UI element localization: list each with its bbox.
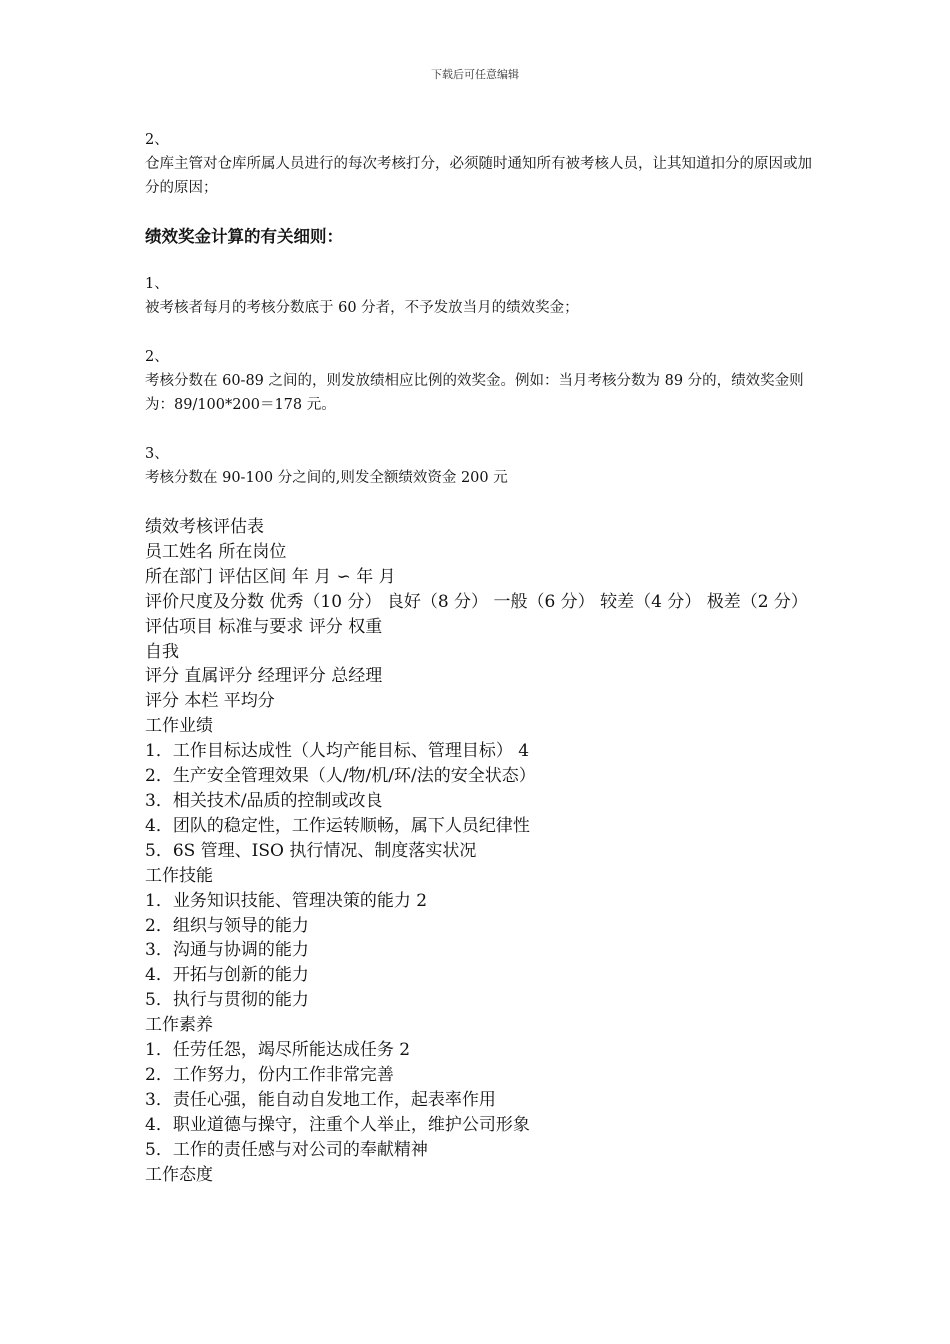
form-line: 2．工作努力，份内工作非常完善 xyxy=(145,1064,394,1085)
page-header: 下载后可任意编辑 xyxy=(431,68,519,81)
evaluation-form xyxy=(145,515,815,1187)
form-line: 2．组织与领导的能力 xyxy=(145,915,309,936)
form-line: 4．团队的稳定性，工作运转顺畅，属下人员纪律性 xyxy=(145,815,530,836)
form-line: 1．业务知识技能、管理决策的能力 2 xyxy=(145,890,428,911)
form-line: 3．责任心强，能自动自发地工作，起表率作用 xyxy=(145,1089,496,1110)
form-line: 4．职业道德与操守，注重个人举止，维护公司形象 xyxy=(145,1114,530,1135)
form-line: 员工姓名 所在岗位 xyxy=(145,541,287,562)
rule-1 xyxy=(145,272,815,320)
form-line: 绩效考核评估表 xyxy=(145,517,264,537)
form-line: 评估项目 标准与要求 评分 权重 xyxy=(145,616,383,637)
form-line: 5．执行与贯彻的能力 xyxy=(145,990,309,1011)
form-line: 评分 本栏 平均分 xyxy=(145,691,275,712)
form-line: 2．生产安全管理效果（人/物/机/环/法的安全状态） xyxy=(145,766,536,787)
intro-number: 2、 xyxy=(145,132,169,148)
rule-text: 考核分数在 90-100 分之间的,则发全额绩效资金 200 元 xyxy=(145,470,508,486)
form-line: 5．工作的责任感与对公司的奉献精神 xyxy=(145,1139,428,1160)
rule-2 xyxy=(145,345,815,417)
form-line: 3．相关技术/品质的控制或改良 xyxy=(145,790,383,811)
intro-text: 仓库主管对仓库所属人员进行的每次考核打分，必须随时通知所有被考核人员，让其知道扣分的原因或加分的原因； xyxy=(145,156,812,196)
rule-number: 1、 xyxy=(145,276,169,292)
intro-paragraph xyxy=(145,128,815,200)
rule-text: 考核分数在 60-89 之间的，则发放绩相应比例的效奖金。例如：当月考核分数为 89 分的，绩效奖金则为：89/100*200＝178 元。 xyxy=(145,373,804,413)
document-body xyxy=(145,128,815,1187)
rule-3 xyxy=(145,442,815,490)
form-line: 自我 xyxy=(145,641,179,662)
form-line: 工作业绩 xyxy=(145,716,213,737)
form-line: 工作态度 xyxy=(145,1164,213,1185)
rule-number: 2、 xyxy=(145,349,169,365)
form-line: 1．工作目标达成性（人均产能目标、管理目标） 4 xyxy=(145,741,530,762)
form-line: 3．沟通与协调的能力 xyxy=(145,940,309,961)
rule-number: 3、 xyxy=(145,446,169,462)
form-line: 5．6S 管理、ISO 执行情况、制度落实状况 xyxy=(145,840,477,861)
form-line: 评价尺度及分数 优秀（10 分） 良好（8 分） 一般（6 分） 较差（4 分） 极差（2 分） xyxy=(145,591,808,612)
form-line: 工作技能 xyxy=(145,865,213,886)
form-line: 评分 直属评分 经理评分 总经理 xyxy=(145,666,383,687)
form-line: 工作素养 xyxy=(145,1015,213,1036)
form-line: 4．开拓与创新的能力 xyxy=(145,965,309,986)
section-title: 绩效奖金计算的有关细则： xyxy=(145,227,343,246)
form-line: 所在部门 评估区间 年 月 ∽ 年 月 xyxy=(145,566,396,587)
rule-text: 被考核者每月的考核分数底于 60 分者，不予发放当月的绩效奖金； xyxy=(145,300,579,316)
form-line: 1．任劳任怨，竭尽所能达成任务 2 xyxy=(145,1040,411,1061)
